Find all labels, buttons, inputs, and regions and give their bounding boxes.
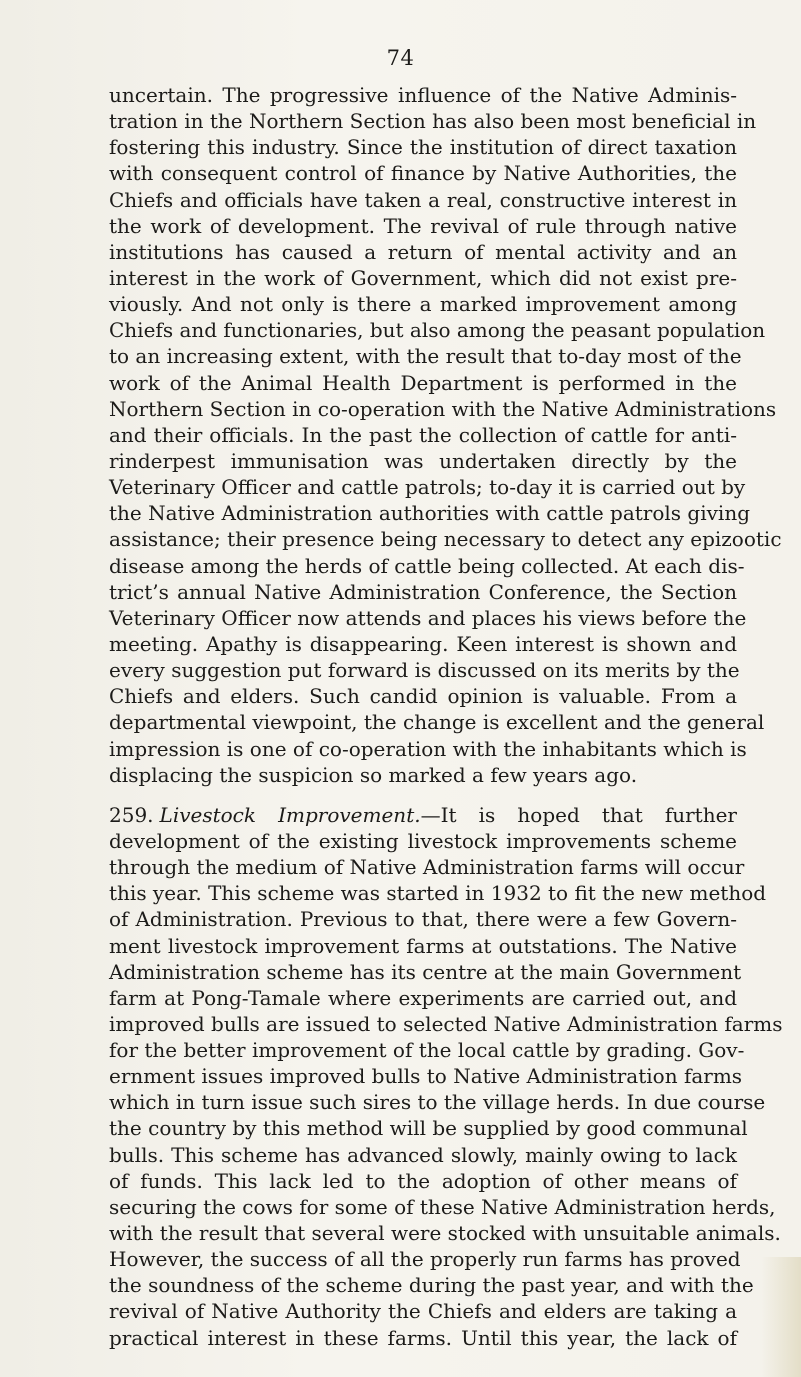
text-line: Administration scheme has its centre at the main Government xyxy=(109,959,742,984)
paper-stain xyxy=(761,1257,801,1377)
text-line: interest in the work of Government, which did not exist pre- xyxy=(109,265,737,290)
text-line: the country by this method will be supplied by good communal xyxy=(109,1116,748,1141)
text-line: assistance; their presence being necessary to detect any epizootic xyxy=(109,527,782,552)
page-number: 74 xyxy=(386,46,415,70)
text-line: Chiefs and officials have taken a real, constructive interest in xyxy=(109,187,737,212)
section-title: Livestock Improvement. xyxy=(159,802,421,827)
text-line: revival of Native Authority the Chiefs and elders are taking a xyxy=(109,1299,737,1324)
text-line: of funds. This lack led to the adoption of other means of xyxy=(109,1168,737,1193)
text-line: ment livestock improvement farms at outstations. The Native xyxy=(109,933,737,958)
text-line: practical interest in these farms. Until this year, the lack of xyxy=(109,1325,737,1350)
section-number: 259. xyxy=(109,802,154,827)
text-line: improved bulls are issued to selected Native Administration farms xyxy=(109,1011,783,1036)
text-line: this year. This scheme was started in 1932 to fit the new method xyxy=(109,881,767,906)
body-text xyxy=(109,82,783,1351)
text-line: ernment issues improved bulls to Native Administration farms xyxy=(109,1064,743,1089)
text-line: the soundness of the scheme during the past year, and with the xyxy=(109,1273,754,1298)
text-line: fostering this industry. Since the institution of direct taxation xyxy=(109,135,737,160)
text-line: of Administration. Previous to that, there were a few Govern- xyxy=(109,907,737,932)
text-line: with the result that several were stocked with unsuitable animals. xyxy=(109,1221,781,1246)
text-line: for the better improvement of the local cattle by grading. Gov- xyxy=(109,1038,745,1063)
text-line: disease among the herds of cattle being collected. At each dis- xyxy=(109,553,745,578)
paragraph-2-first-line xyxy=(109,802,737,828)
text-line: impression is one of co-operation with the inhabitants which is xyxy=(109,736,747,761)
text-line: tration in the Northern Section has also been most beneficial in xyxy=(109,109,757,134)
text-line: displacing the suspicion so marked a few years ago. xyxy=(109,762,638,787)
text-line: Northern Section in co-operation with the Native Administrations xyxy=(109,396,777,421)
text-line: which in turn issue such sires to the village herds. In due course xyxy=(109,1090,766,1115)
text-line: departmental viewpoint, the change is excellent and the general xyxy=(109,710,765,735)
first-line-rest: —It is hoped that further xyxy=(420,802,737,827)
text-line: rinderpest immunisation was undertaken directly by the xyxy=(109,448,737,473)
text-line: to an increasing extent, with the result that to-day most of the xyxy=(109,344,742,369)
text-line: the work of development. The revival of rule through native xyxy=(109,213,737,238)
text-line: every suggestion put forward is discussed on its merits by the xyxy=(109,658,740,683)
text-line: bulls. This scheme has advanced slowly, mainly owing to lack xyxy=(109,1142,737,1167)
text-line: securing the cows for some of these Native Administration herds, xyxy=(109,1194,776,1219)
text-line: meeting. Apathy is disappearing. Keen interest is shown and xyxy=(109,631,737,656)
paragraph-2 xyxy=(109,802,783,1351)
text-line: farm at Pong-Tamale where experiments are carried out, and xyxy=(109,985,737,1010)
text-line: through the medium of Native Administration farms will occur xyxy=(109,855,745,880)
paragraph-1 xyxy=(109,82,782,788)
text-line: uncertain. The progressive influence of the Native Adminis- xyxy=(109,83,737,107)
text-line: Veterinary Officer now attends and places his views before the xyxy=(109,605,747,630)
paragraph-gap xyxy=(109,788,737,802)
text-line: However, the success of all the properly run farms has proved xyxy=(109,1247,741,1272)
text-line: Chiefs and elders. Such candid opinion is valuable. From a xyxy=(109,684,737,709)
text-line: and their officials. In the past the collection of cattle for anti- xyxy=(109,422,737,447)
text-line: Veterinary Officer and cattle patrols; to-day it is carried out by xyxy=(109,475,746,500)
text-line: trict’s annual Native Administration Conference, the Section xyxy=(109,579,737,604)
text-line: the Native Administration authorities with cattle patrols giving xyxy=(109,501,750,526)
text-line: institutions has caused a return of mental activity and an xyxy=(109,239,737,264)
text-line: Chiefs and functionaries, but also among the peasant population xyxy=(109,318,766,343)
text-line: development of the existing livestock improvements scheme xyxy=(109,828,737,853)
text-line: work of the Animal Health Department is performed in the xyxy=(109,370,737,395)
text-line: viously. And not only is there a marked improvement among xyxy=(109,292,737,317)
text-line: with consequent control of finance by Native Authorities, the xyxy=(109,161,737,186)
